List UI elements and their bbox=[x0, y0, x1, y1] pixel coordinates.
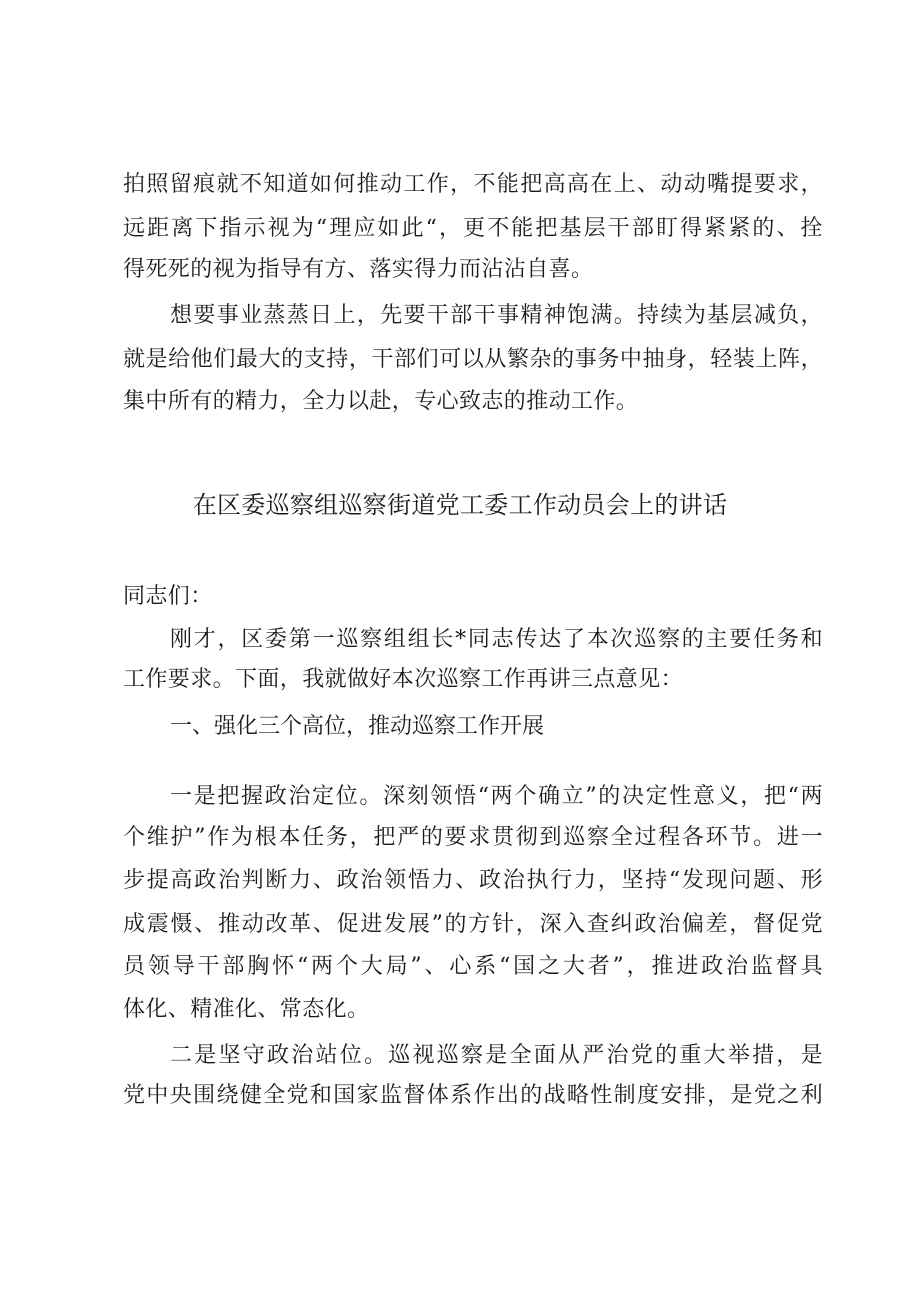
speech-title: 在区委巡察组巡察街道党工委工作动员会上的讲话 bbox=[192, 491, 728, 519]
paragraph-line: 集中所有的精力，全力以赴，专心致志的推动工作。 bbox=[123, 389, 639, 414]
paragraph-line: 得死死的视为指导有方、落实得力而沾沾自喜。 bbox=[123, 257, 594, 282]
paragraph-line: 工作要求。下面，我就做好本次巡察工作再讲三点意见： bbox=[123, 667, 684, 692]
paragraph-line: 体化、精准化、常态化。 bbox=[123, 997, 370, 1022]
paragraph-line: 拍照留痕就不知道如何推动工作，不能把高高在上、动动嘴提要求， bbox=[123, 172, 823, 197]
salutation: 同志们： bbox=[123, 584, 213, 609]
paragraph-line: 一是把握政治定位。深刻领悟“两个确立”的决定性意义，把“两 bbox=[170, 784, 823, 809]
paragraph-line: 个维护”作为根本任务，把严的要求贯彻到巡察全过程各环节。进一 bbox=[123, 825, 823, 850]
paragraph-line: 想要事业蒸蒸日上，先要干部干事精神饱满。持续为基层减负， bbox=[170, 303, 823, 328]
paragraph-line: 就是给他们最大的支持，干部们可以从繁杂的事务中抽身，轻装上阵， bbox=[123, 347, 823, 372]
paragraph-line: 远距离下指示视为“理应如此“，更不能把基层干部盯得紧紧的、拴 bbox=[123, 216, 823, 241]
paragraph-line: 成震慑、推动改革、促进发展”的方针，深入查纠政治偏差，督促党 bbox=[123, 912, 823, 937]
paragraph-line: 党中央围绕健全党和国家监督体系作出的战略性制度安排，是党之利 bbox=[123, 1083, 823, 1108]
paragraph-line: 刚才，区委第一巡察组组长*同志传达了本次巡察的主要任务和 bbox=[170, 627, 823, 652]
paragraph-line: 员领导干部胸怀“两个大局”、心系“国之大者”，推进政治监督具 bbox=[123, 954, 823, 979]
paragraph-line: 步提高政治判断力、政治领悟力、政治执行力，坚持“发现问题、形 bbox=[123, 868, 823, 893]
section-heading: 一、强化三个高位，推动巡察工作开展 bbox=[170, 714, 545, 739]
paragraph-line: 二是坚守政治站位。巡视巡察是全面从严治党的重大举措，是 bbox=[170, 1043, 823, 1068]
